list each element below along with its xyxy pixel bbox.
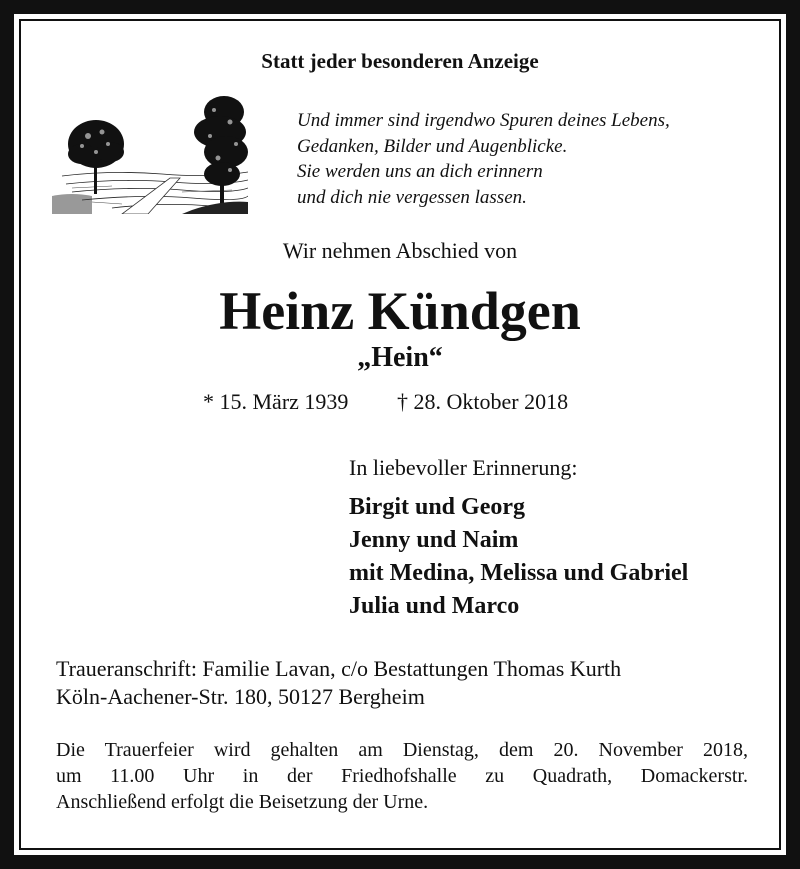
mourner-line: mit Medina, Melissa und Gabriel bbox=[349, 560, 689, 586]
mourning-address bbox=[56, 655, 621, 711]
address-line: Köln-Aachener-Str. 180, 50127 Bergheim bbox=[56, 684, 425, 709]
memory-intro: In liebevoller Erinnerung: bbox=[349, 455, 578, 480]
death-date: † 28. Oktober 2018 bbox=[397, 389, 569, 414]
service-line: Anschließend erfolgt die Beisetzung der Urne. bbox=[56, 791, 429, 813]
poem-line: und dich nie vergessen lassen. bbox=[297, 186, 527, 208]
service-line: Die Trauerfeier wird gehalten am Dienstag, dem 20. November 2018, bbox=[56, 739, 748, 761]
poem-line: Und immer sind irgendwo Spuren deines Lebens, bbox=[297, 110, 670, 131]
farewell-text: Wir nehmen Abschied von bbox=[282, 238, 518, 263]
birth-date: * 15. März 1939 bbox=[203, 389, 349, 414]
deceased-nickname: „Hein“ bbox=[357, 342, 443, 373]
notice-header: Statt jeder besonderen Anzeige bbox=[261, 49, 539, 73]
mourner-line: Birgit und Georg bbox=[349, 494, 526, 520]
address-line: Traueranschrift: Familie Lavan, c/o Bestattungen Thomas Kurth bbox=[56, 656, 622, 681]
poem bbox=[297, 108, 670, 210]
service-details bbox=[56, 737, 748, 815]
mourner-line: Julia und Marco bbox=[349, 593, 520, 619]
service-line: um 11.00 Uhr in der Friedhofshalle zu Quadrath, Domackerstr. bbox=[56, 765, 748, 787]
poem-line: Sie werden uns an dich erinnern bbox=[297, 161, 543, 182]
mourners-list bbox=[349, 491, 688, 623]
mourner-line: Jenny und Naim bbox=[349, 527, 519, 553]
poem-line: Gedanken, Bilder und Augenblicke. bbox=[297, 135, 568, 157]
deceased-name: Heinz Kündgen bbox=[219, 281, 581, 341]
tree-landscape-icon bbox=[52, 92, 248, 214]
